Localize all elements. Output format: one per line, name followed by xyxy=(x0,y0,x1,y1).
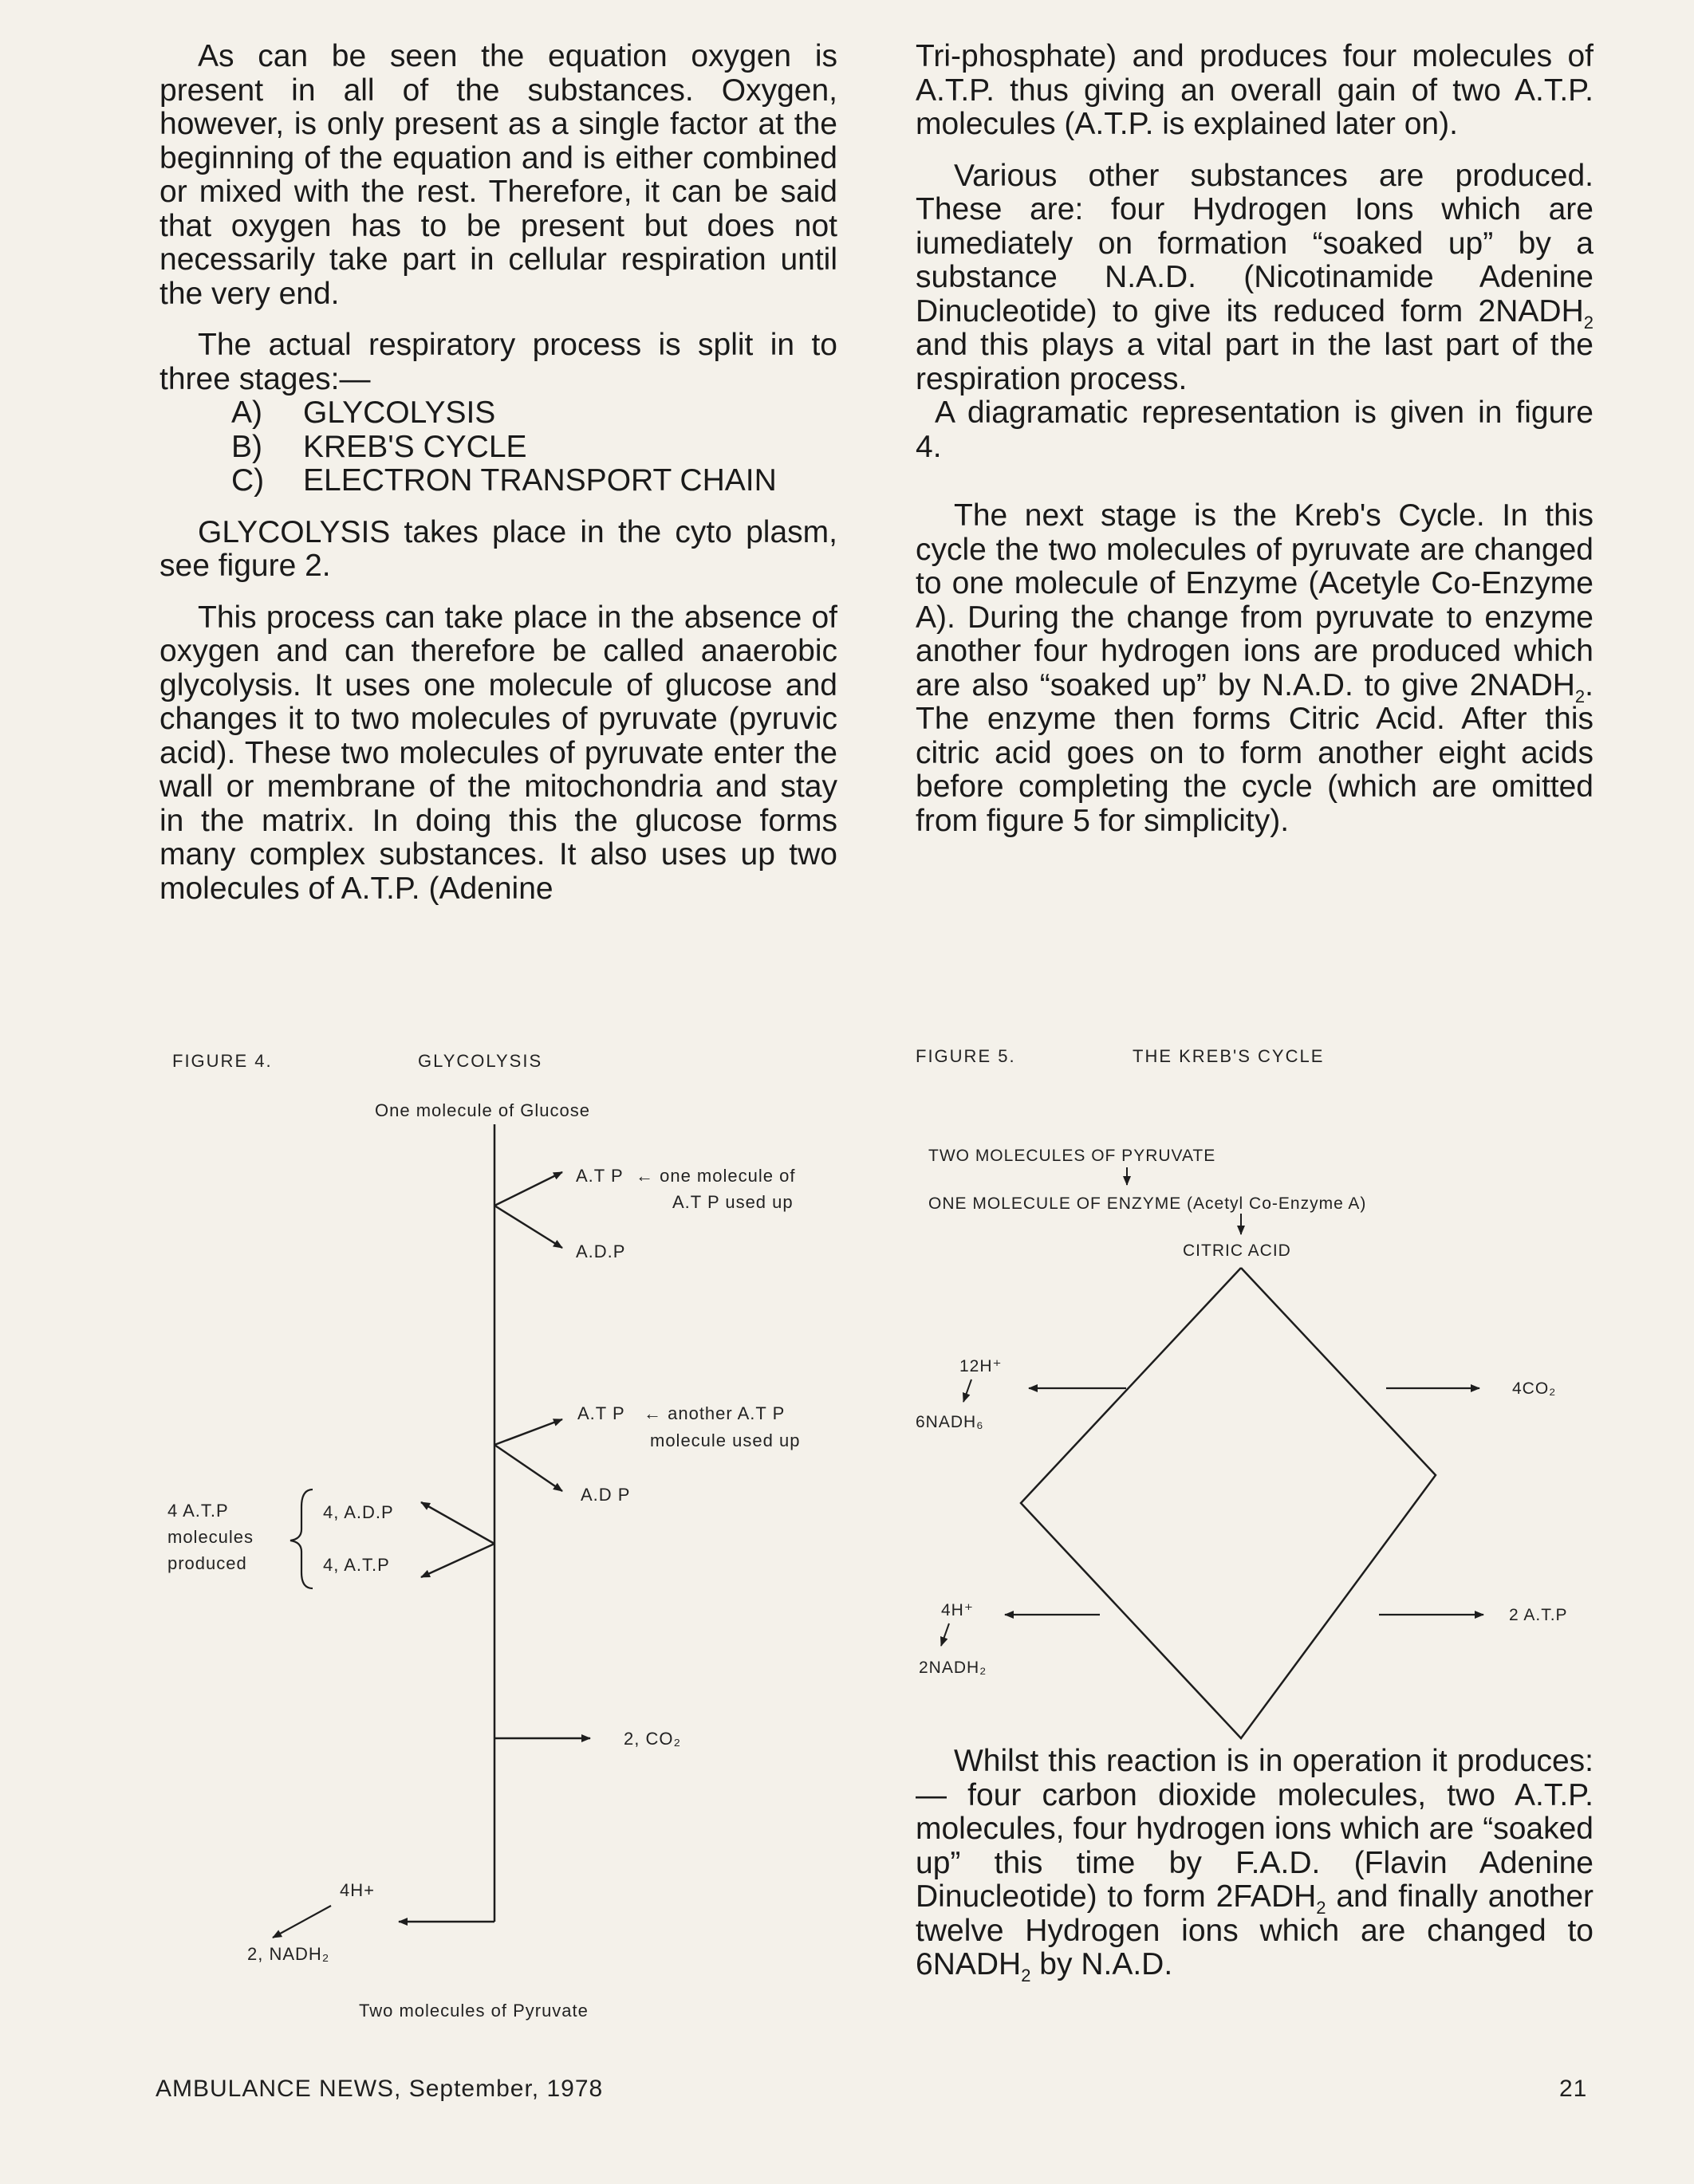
paragraph-krebs-intro xyxy=(916,499,1594,838)
fig4-brace xyxy=(290,1489,313,1588)
fig4-branch-adp2 xyxy=(494,1445,562,1491)
paragraph-anaerobic: This process can take place in the absence of oxygen and can therefore be called anaerobic glycolysis. It uses one molecule of glucose and changes it to two molecules of pyruvate (pyruvic acid). These two molecules of pyruvate enter the wall or membrane of the mitochondria and stay in the matrix. In doing this the glucose forms many complex substances. It also uses up two molecules of A.T.P. (Adenine xyxy=(160,600,837,906)
fig5-h4-label: 4H⁺ xyxy=(941,1601,974,1619)
figure5-diagram xyxy=(877,1100,1611,1754)
fig4-atp2-note: ← another A.T P xyxy=(644,1403,786,1423)
fig5-nadh6-label: 6NADH₆ xyxy=(916,1413,984,1431)
fig4-produced-label: produced xyxy=(167,1553,247,1573)
fig5-citric-label: CITRIC ACID xyxy=(1183,1242,1291,1260)
fig4-co2-label: 2, CO₂ xyxy=(624,1729,681,1749)
fig4-branch-adp1 xyxy=(494,1206,562,1248)
krebs-text-c: by N.A.D. xyxy=(1030,1947,1173,1981)
fig4-arrow-nadh xyxy=(273,1906,331,1938)
fig5-cycle-diamond xyxy=(1021,1268,1436,1738)
substances-text-a: Various other substances are produced. These are: four Hydrogen Ions which are iumediately on formation “soaked up” by a substance N.A.D. (Nicotinamide Adenine Dinucleotide) to give its reduced form 2NADH xyxy=(916,158,1594,329)
fig4-pyruvate-label: Two molecules of Pyruvate xyxy=(359,2001,589,2021)
krebs-intro-text-a: The next stage is the Kreb's Cycle. In this cycle the two molecules of pyruvate are changed to one molecule of Enzyme (Acetyle Co-Enzyme A). During the change from pyruvate to enzyme another four hydrogen ions are produced which are also “soaked up” by N.A.D. to give 2NADH xyxy=(916,498,1594,702)
stage-name: ELECTRON TRANSPORT CHAIN xyxy=(303,463,777,498)
stage-name: KREB'S CYCLE xyxy=(303,429,527,464)
fig4-branch-atp1 xyxy=(494,1172,562,1206)
figure4-label: FIGURE 4. xyxy=(172,1051,273,1071)
paragraph-atp-gain: Tri-phosphate) and produces four molecules of A.T.P. thus giving an overall gain of two A.T.P. molecules (A.T.P. is explained later on). xyxy=(916,39,1594,141)
fig4-atp1-label: A.T P xyxy=(576,1166,624,1186)
fig5-enzyme-label: ONE MOLECULE OF ENZYME (Acetyl Co-Enzyme A) xyxy=(928,1194,1367,1213)
figure5-title: THE KREB'S CYCLE xyxy=(1133,1046,1325,1066)
paragraph-stages-intro: The actual respiratory process is split in to three stages:— xyxy=(160,328,837,396)
krebs-paragraph xyxy=(916,1744,1594,1985)
figure5-label: FIGURE 5. xyxy=(916,1046,1016,1066)
fig4-produced-label: 4 A.T.P xyxy=(167,1501,229,1521)
fig4-atp2-note: molecule used up xyxy=(650,1430,801,1450)
substances-text-b: and this plays a vital part in the last part of the respiration process. xyxy=(916,328,1594,396)
stage-letter: A) xyxy=(231,395,262,430)
stage-letter: B) xyxy=(231,429,262,464)
stage-name: GLYCOLYSIS xyxy=(303,395,496,430)
fig4-atp1-note: ← one molecule of xyxy=(636,1166,796,1186)
fig4-arrow-adp4 xyxy=(421,1502,494,1544)
krebs-text-b: and finally another twelve Hydrogen ions which are changed to 6NADH xyxy=(916,1879,1594,1981)
right-column xyxy=(916,40,1594,856)
fig4-nadh-label: 2, NADH₂ xyxy=(247,1944,330,1964)
fig4-adp1-label: A.D.P xyxy=(576,1242,626,1261)
paragraph-figure-ref: A diagramatic representation is given in figure 4. xyxy=(916,395,1594,464)
subscript: 2 xyxy=(1574,686,1586,706)
paragraph-krebs-products xyxy=(916,1744,1594,1985)
figure4-title: GLYCOLYSIS xyxy=(418,1051,543,1071)
fig4-atp1-note: A.T P used up xyxy=(672,1192,794,1212)
fig5-atp-label: 2 A.T.P xyxy=(1509,1606,1568,1624)
subscript: 2 xyxy=(1316,1897,1326,1918)
fig5-arrow-nadh6 xyxy=(963,1379,971,1402)
fig4-h4-label: 4H+ xyxy=(340,1880,375,1900)
subscript: 2 xyxy=(1583,312,1594,333)
stage-letter: C) xyxy=(231,463,265,498)
fig5-nadh2-label: 2NADH₂ xyxy=(919,1659,987,1677)
krebs-text-a: Whilst this reaction is in operation it produces:— four carbon dioxide molecules, two A.T.P. molecules, four hydrogen ions which are “soaked up” this time by F.A.D. (Flavin Adenine Dinucleotide) to form 2FADH xyxy=(916,1744,1594,1914)
fig5-pyruvate-label: TWO MOLECULES OF PYRUVATE xyxy=(928,1147,1216,1165)
fig4-atp2-label: A.T P xyxy=(577,1403,625,1423)
fig4-glucose-label: One molecule of Glucose xyxy=(375,1100,591,1120)
page-number: 21 xyxy=(1559,2076,1588,2102)
subscript: 2 xyxy=(1021,1965,1031,1985)
figure4-diagram xyxy=(0,0,845,2041)
fig4-atp4-label: 4, A.T.P xyxy=(323,1555,390,1575)
fig4-adp2-label: A.D P xyxy=(581,1485,631,1505)
krebs-intro-text-b: . The enzyme then forms Citric Acid. After this citric acid goes on to form another eight acids before completing the cycle (which are omitted from figure 5 for simplicity). xyxy=(916,667,1594,838)
paragraph-oxygen: As can be seen the equation oxygen is present in all of the substances. Oxygen, however, is only present as a single factor at the beginning of the equation and is either combined or mixed with the rest. Therefore, it can be said that oxygen has to be present but does not necessarily take part in cellular respiration until the very end. xyxy=(160,39,837,311)
paragraph-substances xyxy=(916,159,1594,397)
footer-publication: AMBULANCE NEWS, September, 1978 xyxy=(156,2076,604,2102)
fig5-arrow-nadh2 xyxy=(941,1623,949,1646)
fig5-co2-label: 4CO₂ xyxy=(1512,1379,1557,1398)
fig5-h12-label: 12H⁺ xyxy=(959,1357,1003,1375)
fig4-adp4-label: 4, A.D.P xyxy=(323,1502,394,1522)
paragraph-glycolysis-location: GLYCOLYSIS takes place in the cyto plasm, see figure 2. xyxy=(160,514,837,583)
fig4-arrow-atp4 xyxy=(421,1544,494,1577)
fig4-branch-atp2 xyxy=(494,1419,562,1445)
fig4-produced-label: molecules xyxy=(167,1527,254,1547)
